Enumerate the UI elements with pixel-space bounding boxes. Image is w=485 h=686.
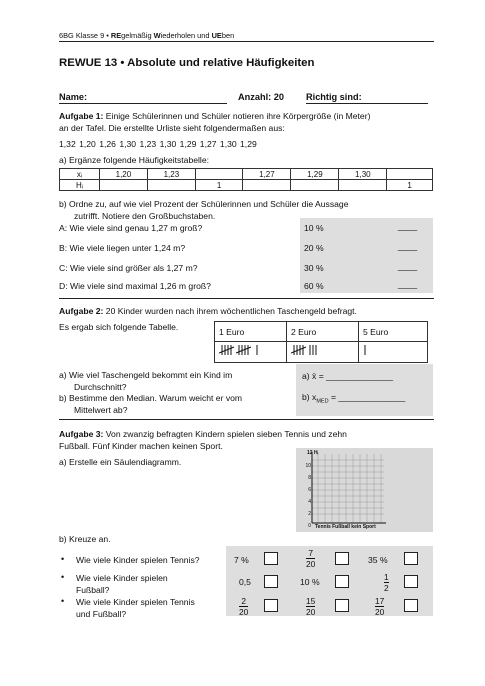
a3-option: 7 %	[234, 555, 249, 565]
a2-text: Aufgabe 2: 20 Kinder wurden nach ihrem wöchentlichen Taschengeld befragt.	[59, 306, 357, 316]
checkbox[interactable]	[335, 552, 349, 565]
bullet-icon: •	[61, 596, 65, 606]
a1-item-d: D: Wie viele sind maximal 1,26 m groß?	[59, 281, 211, 291]
a2-answer-a[interactable]: a) x̄ = ______________	[302, 371, 394, 381]
a1-item-a: A: Wie viele sind genau 1,27 m groß?	[59, 223, 203, 233]
a1-blank-c[interactable]: ____	[398, 261, 418, 271]
tally-marks-icon	[363, 344, 373, 356]
tally-cell	[359, 342, 428, 363]
a3-q2: Wie viele Kinder spielen Fußball?	[76, 573, 168, 595]
chart-grid	[296, 448, 433, 532]
header-rule	[59, 41, 434, 42]
bullet-icon: •	[61, 572, 65, 582]
table-header: 1 Euro	[215, 322, 287, 342]
a3-q1: Wie viele Kinder spielen Tennis?	[76, 555, 200, 565]
a1-item-b: B: Wie viele liegen unter 1,24 m?	[59, 243, 186, 253]
table-cell: 1,20	[99, 169, 147, 180]
frequency-table	[59, 168, 433, 191]
pocket-money-table	[214, 321, 428, 363]
table-cell[interactable]	[291, 180, 339, 191]
table-cell: 1,29	[291, 169, 339, 180]
a1-item-c: C: Wie viele sind größer als 1,27 m?	[59, 263, 198, 273]
a1-text: Aufgabe 1: Einige Schülerinnen und Schüler notieren ihre Körpergröße (in Meter) an der Tafel. Die erstellte Urliste sieht folgendermaßen aus:	[59, 111, 371, 133]
page-header: 6BG Klasse 9 • REgelmäßig Wiederholen und UEben	[59, 31, 235, 40]
table-cell[interactable]	[387, 169, 433, 180]
a3-option: 0,5	[239, 577, 251, 587]
table-row-label: Hᵢ	[60, 180, 100, 191]
fraction: 2 20	[239, 596, 249, 617]
chart-y-label: 12 Hᵢ	[307, 450, 319, 456]
tally-marks-icon	[219, 344, 279, 356]
anzahl-label: Anzahl: 20	[238, 92, 284, 102]
fraction: 7 20	[306, 548, 316, 569]
a3-answer-box	[226, 546, 433, 616]
a3-q3: Wie viele Kinder spielen Tennis und Fußball?	[76, 597, 195, 619]
checkbox[interactable]	[264, 552, 278, 565]
a3-qb: b) Kreuze an.	[59, 534, 111, 544]
richtig-field[interactable]: Richtig sind:	[306, 92, 428, 104]
table-header: 5 Euro	[359, 322, 428, 342]
name-field[interactable]: Name:	[59, 92, 227, 104]
a1-pct-b: 20 %	[304, 243, 324, 253]
tally-marks-icon	[291, 344, 331, 356]
chart-y-ticks: 10 8 6 4 2 0	[305, 463, 311, 529]
chart-x-label: Tennis Fußball kein Sport	[315, 524, 376, 530]
a1-pct-c: 30 %	[304, 263, 324, 273]
table-cell[interactable]	[147, 180, 195, 191]
fraction: 15 20	[306, 596, 316, 617]
fraction: 17 20	[375, 596, 385, 617]
tally-cell	[215, 342, 287, 363]
table-cell: 1	[195, 180, 243, 191]
a2-answer-b[interactable]: b) $x_{MED}$ = ______________	[302, 392, 406, 405]
checkbox[interactable]	[404, 552, 418, 565]
a1-b-text: b) Ordne zu, auf wie viel Prozent der Schülerinnen und Schüler die Aussage zutrifft. Notiere den Großbuchstaben.	[59, 199, 349, 221]
tally-cell	[287, 342, 359, 363]
divider	[59, 419, 434, 420]
fraction: 1 2	[384, 572, 389, 593]
divider	[59, 298, 434, 299]
a3-text: Aufgabe 3: Von zwanzig befragten Kindern spielen sieben Tennis und zehn Fußball. Fünf Kinder machen keinen Sport.	[59, 429, 347, 451]
checkbox[interactable]	[264, 575, 278, 588]
a2-qa: a) Wie viel Taschengeld bekommt ein Kind im Durchschnitt?	[59, 370, 233, 392]
bar-chart-area[interactable]	[296, 448, 433, 532]
bullet-icon: •	[61, 554, 65, 564]
table-cell: 1	[387, 180, 433, 191]
table-header: 2 Euro	[287, 322, 359, 342]
a3-option: 35 %	[368, 555, 388, 565]
a3-qa: a) Erstelle ein Säulendiagramm.	[59, 457, 182, 467]
a1-blank-b[interactable]: ____	[398, 241, 418, 251]
a3-option: 10 %	[300, 577, 320, 587]
table-cell[interactable]	[99, 180, 147, 191]
table-cell[interactable]	[195, 169, 243, 180]
page-title: REWUE 13 • Absolute und relative Häufigkeiten	[59, 57, 315, 69]
checkbox[interactable]	[335, 575, 349, 588]
a1-pct-d: 60 %	[304, 281, 324, 291]
table-row-label: xᵢ	[60, 169, 100, 180]
table-cell: 1,23	[147, 169, 195, 180]
a2-text2: Es ergab sich folgende Tabelle.	[59, 322, 179, 332]
checkbox[interactable]	[264, 599, 278, 612]
a1-a-text: a) Ergänze folgende Häufigkeitstabelle:	[59, 155, 210, 165]
table-cell: 1,27	[243, 169, 291, 180]
a1-pct-a: 10 %	[304, 223, 324, 233]
a1-blank-d[interactable]: ____	[398, 279, 418, 289]
table-cell[interactable]	[339, 180, 387, 191]
table-cell[interactable]	[243, 180, 291, 191]
checkbox[interactable]	[335, 599, 349, 612]
a2-qb: b) Bestimme den Median. Warum weicht er vom Mittelwert ab?	[59, 393, 243, 415]
checkbox[interactable]	[404, 599, 418, 612]
a1-urliste: 1,32 1,20 1,26 1,30 1,23 1,30 1,29 1,27 1,30 1,29	[59, 139, 257, 149]
table-cell: 1,30	[339, 169, 387, 180]
a1-blank-a[interactable]: ____	[398, 221, 418, 231]
checkbox[interactable]	[404, 575, 418, 588]
